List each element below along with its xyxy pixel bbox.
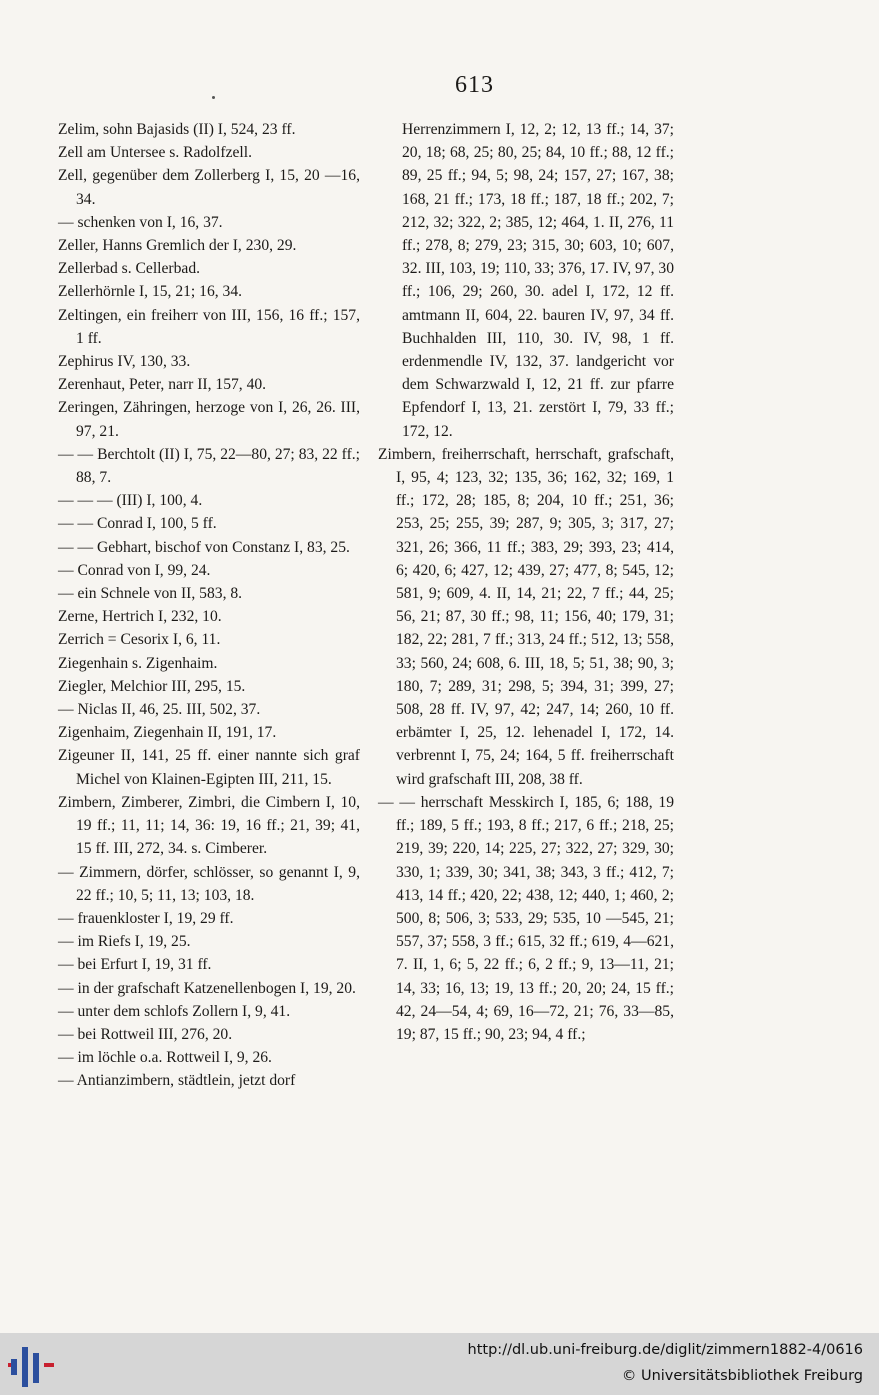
index-entry: Zigeuner II, 141, 25 ff. einer nannte sich graf Michel von Klainen-Egipten III, 211, 15.: [58, 747, 360, 788]
index-entry: — in der grafschaft Katzenellenbogen I, 19, 20.: [58, 979, 356, 997]
index-entry: Ziegler, Melchior III, 295, 15.: [58, 677, 246, 695]
index-entry: Zellerbad s. Cellerbad.: [58, 260, 201, 278]
index-entry: Zeller, Hanns Gremlich der I, 230, 29.: [58, 237, 297, 255]
index-entry: — — Berchtolt (II) I, 75, 22—80, 27; 83, 22 ff.; 88, 7.: [58, 445, 360, 487]
page-number: 613: [455, 72, 494, 98]
index-entry: — — herrschaft Messkirch I, 185, 6; 188, 19 ff.; 189, 5 ff.; 193, 8 ff.; 217, 6 ff.; 218, 25; 219, 39; 220, 14; 225, 27; 322, 27; 329, 30; 330, 1; 339, 30; 341, 38; 343, 3 ff.; 412, 7; 413, 14 ff.; 420, 22; 438, 12; 440, 1; 460, 2; 500, 8; 506, 3; 533, 29; 535, 10 —545, 21; 557, 37; 558, 3 ff.; 615, 32 ff.; 619, 4—621, 7. II, 1, 6; 5, 22 ff.; 6, 2 ff.; 9, 13—11, 21; 14, 33; 16, 13; 19, 13 ff.; 20, 20; 24, 15 ff.; 42, 24—54, 4; 69, 16—72, 21; 76, 33—85, 19; 87, 15 ff.; 90, 23; 94, 4 ff.;: [378, 793, 674, 1043]
index-entry: — ein Schnele von II, 583, 8.: [58, 585, 243, 603]
index-entry: Zigenhaim, Ziegenhain II, 191, 17.: [58, 724, 277, 742]
index-entry: — Antianzimbern, städtlein, jetzt dorf: [58, 1072, 296, 1090]
index-entry: — frauenkloster I, 19, 29 ff.: [58, 909, 234, 927]
index-column-right: [378, 118, 674, 1046]
index-entry: Zell am Untersee s. Radolfzell.: [58, 144, 252, 162]
index-entry: Zerenhaut, Peter, narr II, 157, 40.: [58, 376, 267, 394]
index-entry: Zimbern, Zimberer, Zimbri, die Cimbern I, 10, 19 ff.; 11, 11; 14, 36: 19, 16 ff.; 21, 39; 41, 15 ff. III, 272, 34. s. Cimberer.: [58, 793, 360, 858]
index-entry: — schenken von I, 16, 37.: [58, 213, 223, 231]
index-entry: — Niclas II, 46, 25. III, 502, 37.: [58, 701, 261, 719]
index-entry: Zell, gegenüber dem Zollerberg I, 15, 20 —16, 34.: [58, 167, 360, 208]
document-url[interactable]: http://dl.ub.uni-freiburg.de/diglit/zimmern1882-4/0616: [467, 1342, 863, 1358]
index-entry: Zellerhörnle I, 15, 21; 16, 34.: [58, 283, 243, 301]
library-logo-icon: [8, 1339, 58, 1389]
index-entry: — im Riefs I, 19, 25.: [58, 933, 191, 951]
index-entry-continuation: Herrenzimmern I, 12, 2; 12, 13 ff.; 14, 37; 20, 18; 68, 25; 80, 25; 84, 10 ff.; 88, 12 ff.; 89, 25 ff.; 94, 5; 98, 24; 157, 27; 167, 38; 168, 21 ff.; 173, 18 ff.; 187, 18 ff.; 202, 7; 212, 32; 322, 2; 385, 12; 464, 1. II, 276, 11 ff.; 278, 8; 279, 23; 315, 30; 603, 10; 607, 32. III, 103, 19; 110, 33; 376, 17. IV, 97, 30 ff.; 106, 29; 260, 30. adel I, 172, 12 ff. amtmann II, 604, 22. bauren IV, 97, 34 ff. Buchhalden III, 110, 30. IV, 98, 1 ff. erdenmendle IV, 132, 37. landgericht vor dem Schwarzwald I, 12, 21 ff. zur pfarre Epfendorf I, 13, 21. zerstört I, 79, 33 ff.; 172, 12.: [402, 121, 675, 440]
index-entry: — bei Erfurt I, 19, 31 ff.: [58, 956, 212, 974]
index-entry: — unter dem schlofs Zollern I, 9, 41.: [58, 1002, 291, 1020]
index-entry: Zeringen, Zähringen, herzoge von I, 26, 26. III, 97, 21.: [58, 399, 360, 440]
index-entry: — Zimmern, dörfer, schlösser, so genannt I, 9, 22 ff.; 10, 5; 11, 13; 103, 18.: [58, 863, 360, 904]
copyright-notice: © Universitätsbibliothek Freiburg: [621, 1368, 863, 1384]
index-entry: — — Conrad I, 100, 5 ff.: [58, 515, 217, 533]
index-entry: Zeltingen, ein freiherr von III, 156, 16 ff.; 157, 1 ff.: [58, 306, 360, 347]
ink-speck: [212, 96, 215, 99]
index-column-left: [58, 118, 360, 1093]
index-entry: — bei Rottweil III, 276, 20.: [58, 1025, 233, 1043]
index-entry: — im löchle o.a. Rottweil I, 9, 26.: [58, 1049, 272, 1067]
index-entry: Zerne, Hertrich I, 232, 10.: [58, 608, 222, 626]
index-entry: Zephirus IV, 130, 33.: [58, 353, 191, 371]
viewer-footer: [0, 1333, 879, 1395]
index-entry: Zerrich = Cesorix I, 6, 11.: [58, 631, 221, 649]
index-entry: — — — (III) I, 100, 4.: [58, 492, 203, 510]
index-entry: Zelim, sohn Bajasids (II) I, 524, 23 ff.: [58, 121, 296, 138]
index-entry: — Conrad von I, 99, 24.: [58, 561, 211, 579]
index-entry: Ziegenhain s. Zigenhaim.: [58, 654, 218, 672]
index-entry: — — Gebhart, bischof von Constanz I, 83, 25.: [58, 538, 350, 556]
index-entry: Zimbern, freiherrschaft, herrschaft, grafschaft, I, 95, 4; 123, 32; 135, 36; 162, 32; 169, 1 ff.; 172, 28; 185, 8; 204, 10 ff.; 251, 36; 253, 25; 255, 39; 287, 9; 305, 3; 317, 27; 321, 26; 366, 11 ff.; 383, 29; 393, 23; 414, 6; 420, 6; 427, 12; 439, 27; 477, 8; 545, 12; 581, 9; 609, 4. II, 14, 21; 22, 7 ff.; 44, 25; 56, 21; 87, 30 ff.; 98, 11; 156, 40; 179, 31; 182, 22; 281, 7 ff.; 313, 24 ff.; 512, 13; 558, 33; 560, 24; 608, 6. III, 18, 5; 51, 38; 90, 3; 180, 7; 289, 31; 298, 5; 394, 31; 399, 27; 508, 28 ff. IV, 97, 42; 247, 14; 260, 10 ff. erbämter I, 25, 12. lehenadel I, 172, 14. verbrennt I, 75, 24; 164, 5 ff. freiherrschaft wird grafschaft III, 208, 38 ff.: [378, 445, 674, 788]
